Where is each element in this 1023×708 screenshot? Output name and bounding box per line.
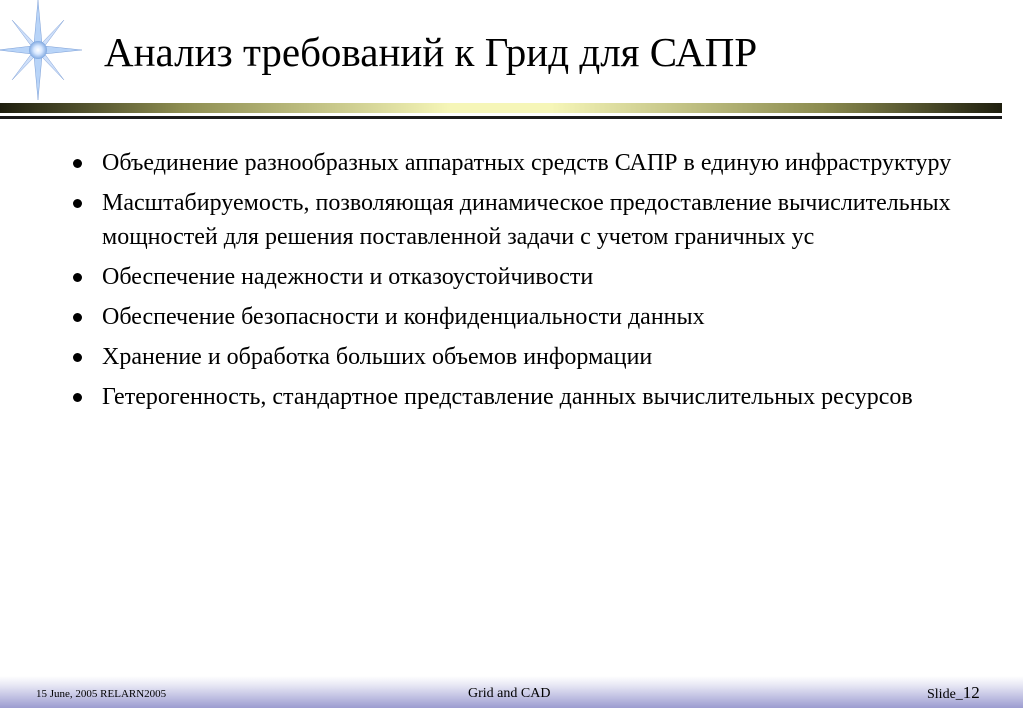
bullet-item xyxy=(70,340,970,374)
slide-title: Анализ требований к Грид для САПР xyxy=(104,29,758,75)
bullet-text: Масштабируемость, позволяющая динамическое предоставление вычислительных мощностей для решения поставленной задачи с учетом граничных ус xyxy=(102,190,951,250)
footer-date-event: 15 June, 2005 RELARN2005 xyxy=(36,688,167,700)
bullet-item xyxy=(70,380,970,414)
bullet-list xyxy=(70,146,970,420)
title-gradient-bar xyxy=(0,103,1002,113)
bullet-item xyxy=(70,186,970,254)
star-burst-icon xyxy=(0,0,84,104)
footer-topic: Grid and CAD xyxy=(468,686,551,701)
bullet-text: Обеспечение надежности и отказоустойчивости xyxy=(102,264,594,290)
bullet-item xyxy=(70,300,970,334)
bullet-text: Гетерогенность, стандартное представление данных вычислительных ресурсов xyxy=(102,384,913,410)
bullet-dot-icon xyxy=(73,199,82,208)
title-underline xyxy=(0,116,1002,119)
bullet-item xyxy=(70,260,970,294)
bullet-text: Обеспечение безопасности и конфиденциальности данных xyxy=(102,304,705,330)
bullet-text: Объединение разнообразных аппаратных средств САПР в единую инфраструктуру xyxy=(102,150,952,176)
bullet-dot-icon xyxy=(73,159,82,168)
slide-number-label xyxy=(927,683,980,705)
slide-number: 12 xyxy=(962,683,980,702)
bullet-dot-icon xyxy=(73,393,82,402)
bullet-text: Хранение и обработка больших объемов информации xyxy=(102,344,653,370)
bullet-dot-icon xyxy=(73,313,82,322)
slide-word: Slide_ xyxy=(927,687,963,702)
bullet-dot-icon xyxy=(73,353,82,362)
bullet-item xyxy=(70,146,970,180)
bullet-dot-icon xyxy=(73,273,82,282)
